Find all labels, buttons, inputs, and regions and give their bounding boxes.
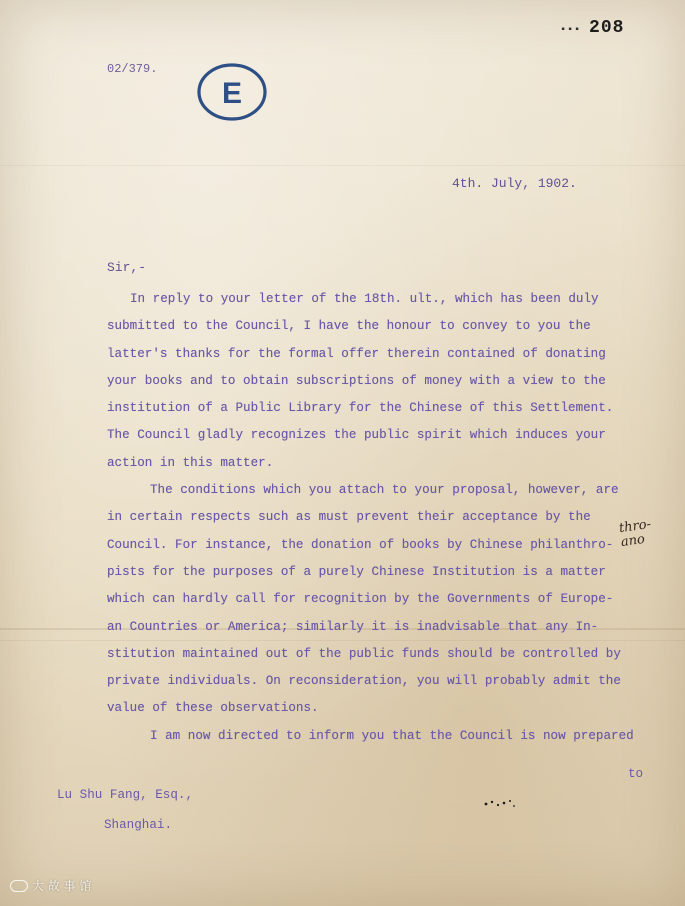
letter-line: private individuals. On reconsideration, you will probably admit the <box>107 674 621 689</box>
letter-line: The Council gladly recognizes the public spirit which induces your <box>107 428 606 443</box>
recipient-name: Lu Shu Fang, Esq., <box>57 788 194 802</box>
fold-crease <box>0 165 685 166</box>
letter-body <box>107 286 667 750</box>
letter-line: action in this matter. <box>107 455 274 470</box>
ink-marks-icon <box>480 792 520 816</box>
reference-number: 02/379. <box>107 62 158 76</box>
salutation: Sir,- <box>107 260 147 275</box>
letter-line: which can hardly call for recognition by the Governments of Europe- <box>107 592 614 607</box>
letter-line: your books and to obtain subscriptions of money with a view to the <box>107 373 606 388</box>
recipient-city: Shanghai. <box>104 818 173 832</box>
archive-stamp-mark: ▪▪▪ <box>560 25 582 36</box>
archive-stamp <box>560 18 624 38</box>
letter-date: 4th. July, 1902. <box>452 176 577 191</box>
continuation-word: to <box>628 767 644 781</box>
margin-annotation-text: thro- ano <box>618 516 652 551</box>
letter-line: in certain respects such as must prevent their acceptance by the <box>107 510 591 525</box>
letter-line: pists for the purposes of a purely Chinese Institution is a matter <box>107 564 606 579</box>
letter-line: an Countries or America; similarly it is inadvisable that any In- <box>107 619 599 634</box>
circled-letter-icon <box>193 60 271 124</box>
letter-line: stitution maintained out of the public funds should be controlled by <box>107 646 621 661</box>
letter-line: In reply to your letter of the 18th. ult., which has been duly <box>130 292 599 306</box>
margin-annotation <box>618 518 654 550</box>
letter-line: Council. For instance, the donation of books by Chinese philanthro- <box>107 537 614 552</box>
letter-line: I am now directed to inform you that the Council is now prepared <box>150 728 634 743</box>
letter-line: latter's thanks for the formal offer therein contained of donating <box>107 346 606 361</box>
watermark-text: 大 故 事 馆 <box>32 879 92 893</box>
letter-line: submitted to the Council, I have the honour to convey to you the <box>107 319 591 334</box>
circled-letter-text: E <box>221 77 243 110</box>
archive-stamp-number: 208 <box>589 18 625 38</box>
letter-line: institution of a Public Library for the Chinese of this Settlement. <box>107 401 614 416</box>
letter-line: value of these observations. <box>107 701 319 716</box>
letter-line: The conditions which you attach to your proposal, however, are <box>150 483 619 498</box>
watermark-logo-icon <box>10 880 28 892</box>
watermark <box>10 877 91 894</box>
